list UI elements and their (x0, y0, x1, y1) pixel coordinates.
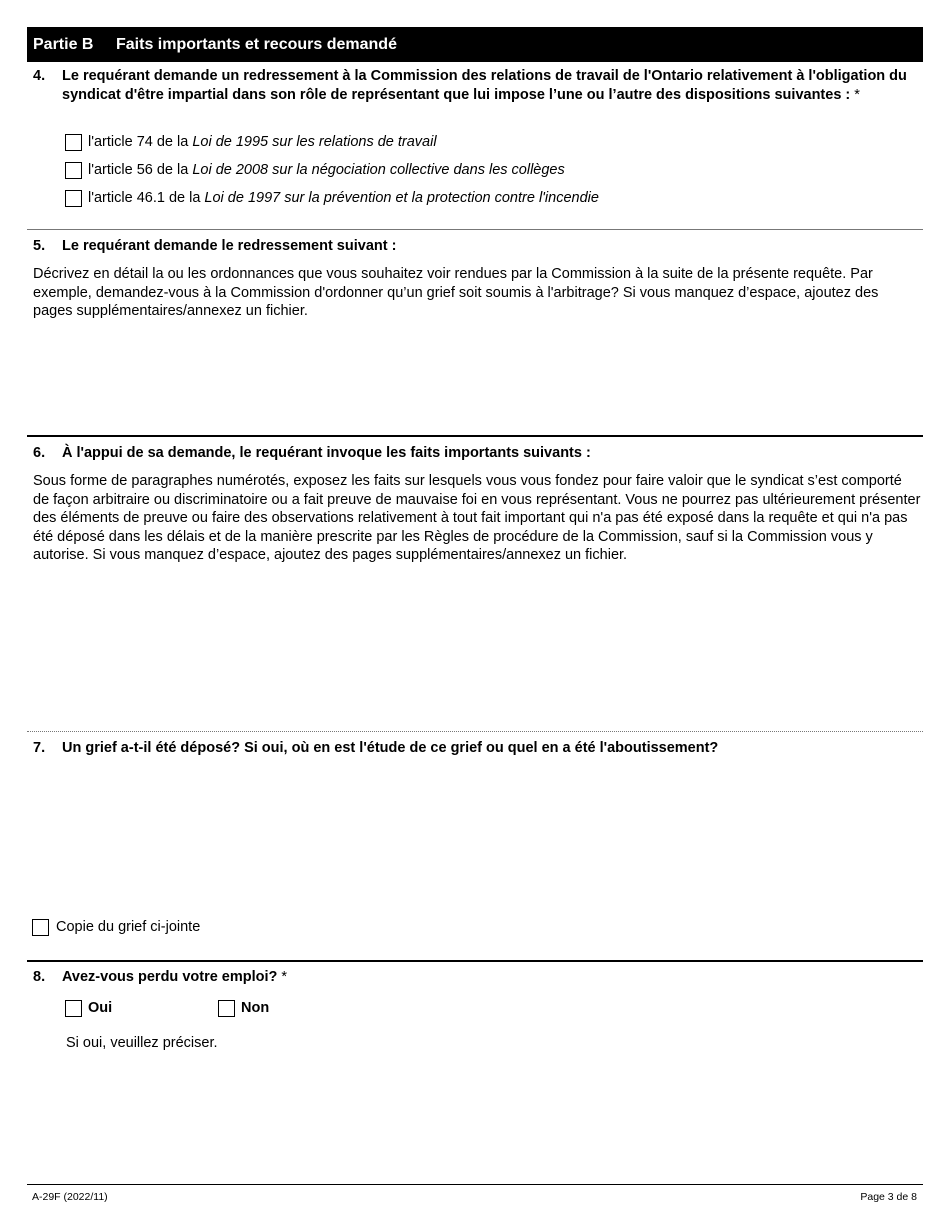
checkbox[interactable] (65, 134, 82, 151)
question-5-instructions: Décrivez en détail la ou les ordonnances que vous souhaitez voir rendues par la Commission à la suite de la présente requête. Par exemple, demandez-vous à la Commission d'ordonner qu’un grief soit soumis à l'arbitrage? Si vous manquez d’espace, ajoutez des pages supplémentaires/annexez un fichier. (33, 266, 879, 319)
option-label: Non (241, 1000, 270, 1016)
option-label: l'article 56 de la Loi de 2008 sur la négociation collective dans les collèges (88, 162, 565, 178)
option-label: Copie du grief ci-jointe (56, 919, 201, 935)
option-label: l'article 74 de la Loi de 1995 sur les relations de travail (88, 134, 437, 150)
facts-response-area[interactable] (33, 590, 918, 725)
option-article-46-1[interactable] (65, 188, 599, 208)
divider (27, 229, 923, 230)
option-label: Oui (88, 1000, 113, 1016)
answer-no[interactable] (218, 998, 269, 1018)
required-marker: * (854, 86, 860, 103)
question-number: 4. (33, 68, 46, 84)
question-number: 5. (33, 238, 46, 254)
option-article-56[interactable] (65, 160, 565, 180)
required-marker: * (281, 969, 288, 985)
question-number: 6. (33, 445, 46, 461)
section-header (27, 27, 923, 62)
question-8 (33, 968, 913, 988)
checkbox[interactable] (65, 1000, 82, 1017)
checkbox[interactable] (32, 919, 49, 936)
answer-yes[interactable] (65, 998, 112, 1018)
form-id: A-29F (2022/11) (32, 1191, 108, 1203)
grievance-response-area[interactable] (33, 765, 918, 905)
question-7 (33, 739, 913, 759)
section-title: Faits importants et recours demandé (116, 36, 397, 53)
question-text: Un grief a-t-il été déposé? Si oui, où en est l'étude de ce grief ou quel en a été l'aboutissement? (62, 740, 719, 756)
question-text: Avez-vous perdu votre emploi? * (62, 969, 288, 985)
checkbox[interactable] (65, 190, 82, 207)
checkbox[interactable] (218, 1000, 235, 1017)
job-loss-detail-prompt: Si oui, veuillez préciser. (66, 1035, 218, 1051)
option-article-74[interactable] (65, 132, 437, 152)
question-text: À l'appui de sa demande, le requérant invoque les faits importants suivants : (62, 445, 591, 461)
question-text: Le requérant demande le redressement suivant : (62, 238, 397, 254)
job-loss-response-area[interactable] (66, 1058, 916, 1173)
relief-response-area[interactable] (33, 325, 918, 430)
option-label: l'article 46.1 de la Loi de 1997 sur la prévention et la protection contre l'incendie (88, 190, 599, 206)
grievance-copy-attached[interactable] (32, 917, 200, 937)
question-text: Le requérant demande un redressement à la Commission des relations de travail de l'Ontario relativement à l'obligation du syndicat d'être impartial dans son rôle de représentant que lui impose l’une ou l’autre des dispositions suivantes : * (62, 68, 907, 103)
divider (27, 435, 923, 437)
question-number: 7. (33, 740, 46, 756)
section-part: Partie B (33, 36, 94, 53)
checkbox[interactable] (65, 162, 82, 179)
divider (27, 731, 923, 732)
footer-divider (27, 1184, 923, 1185)
divider (27, 960, 923, 962)
question-6 (33, 444, 913, 464)
question-5 (33, 237, 913, 257)
question-6-instructions: Sous forme de paragraphes numérotés, exposez les faits sur lesquels vous vous fondez pour faire valoir que le syndicat s’est comporté de façon arbitraire ou discriminatoire ou a fait preuve de mauvaise foi en vous représentant. Vous ne pourrez pas ultérieurement présenter des éléments de preuve ou faire des observations relativement à tout fait important qui n'a pas été exposé dans la requête et qui n'a pas été déposé dans les délais et de la manière prescrite par les Règles de procédure de la Commission, sauf si la Commission vous y autorise. Si vous manquez d’espace, ajoutez des pages supplémentaires/annexez un fichier. (33, 473, 921, 563)
question-number: 8. (33, 969, 46, 985)
page-number: Page 3 de 8 (860, 1191, 917, 1203)
